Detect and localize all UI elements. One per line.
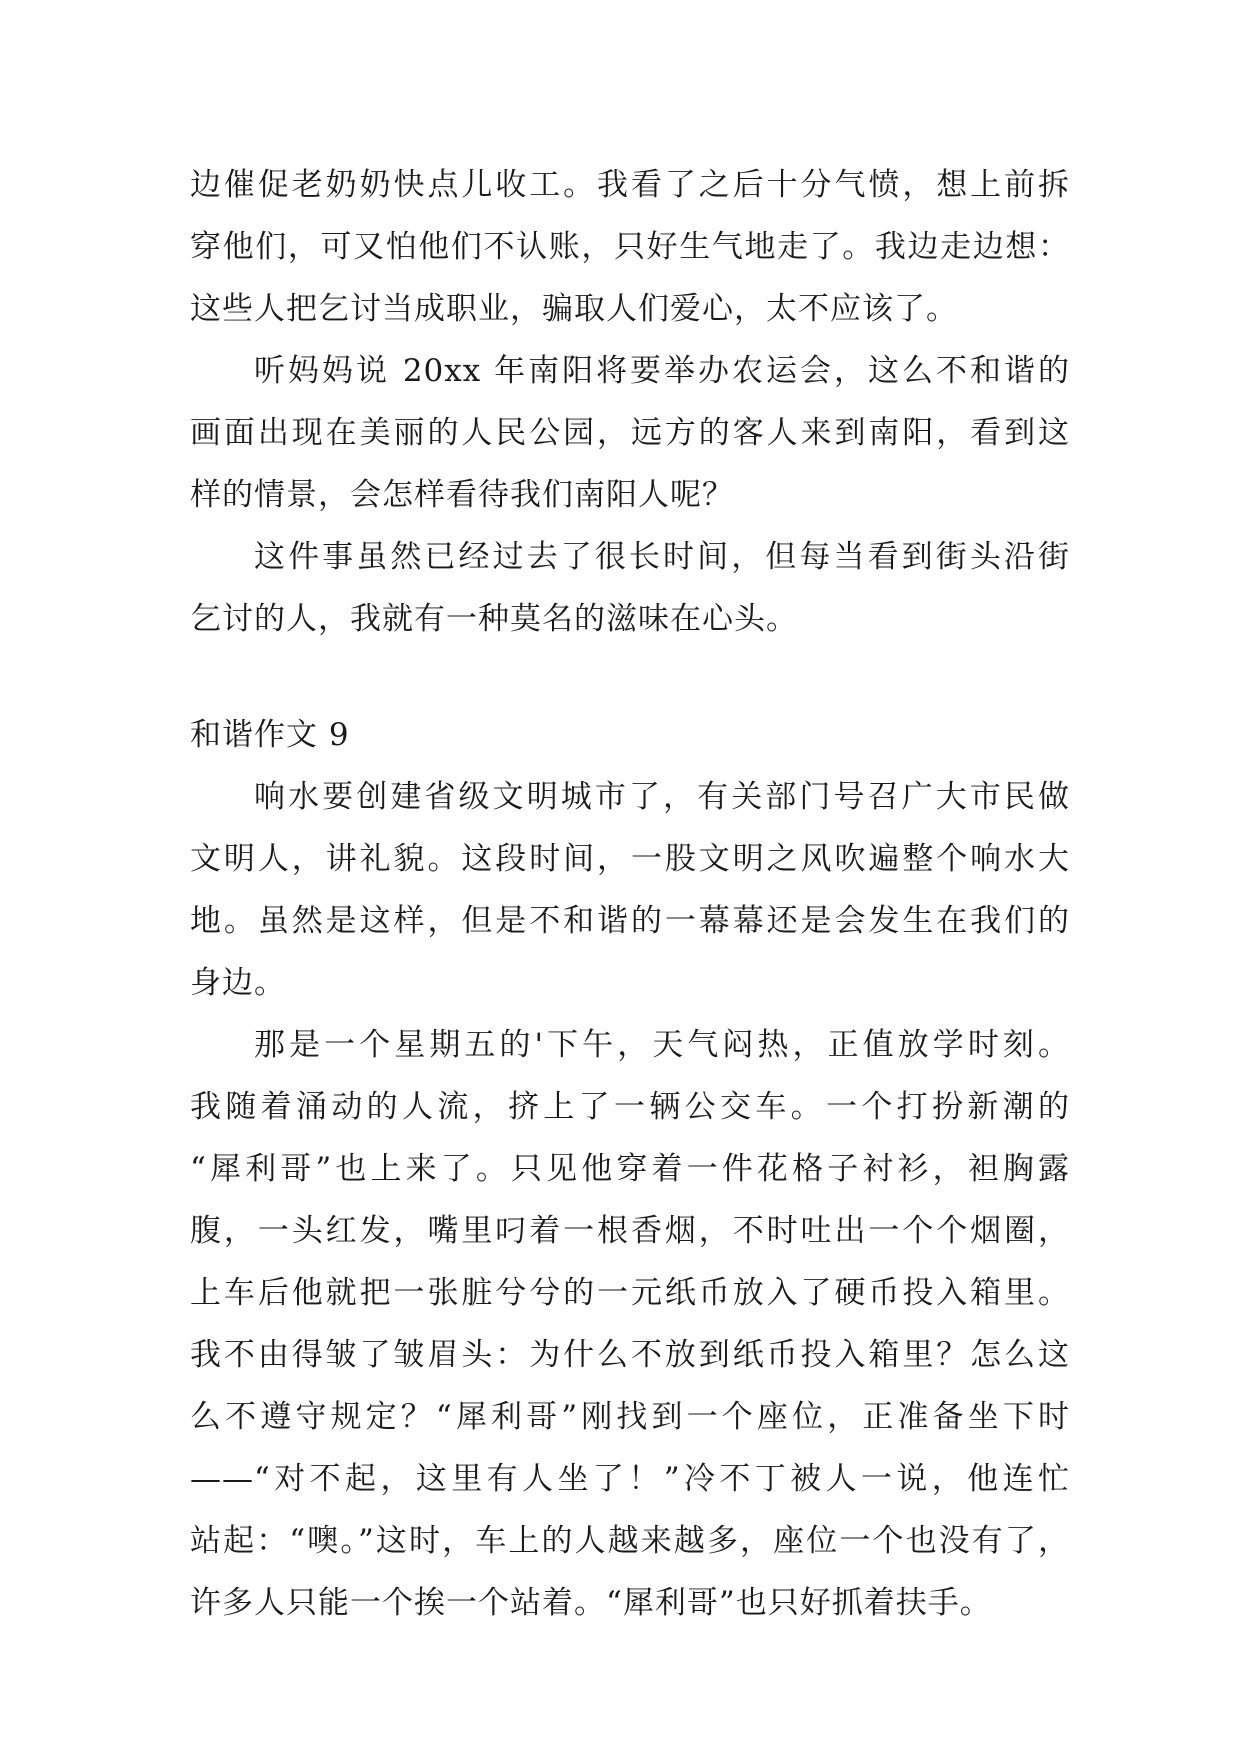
paragraph-line: “犀利哥”也上来了。只见他穿着一件花格子衬衫，袒胸露 (190, 1151, 1070, 1187)
paragraph-line: 上车后他就把一张脏兮兮的一元纸币放入了硬币投入箱里。 (190, 1275, 1070, 1311)
paragraph-line: 听妈妈说 20xx 年南阳将要举办农运会，这么不和谐的 (254, 353, 1070, 389)
paragraph-line: 么不遵守规定？“犀利哥”刚找到一个座位，正准备坐下时 (190, 1399, 1070, 1435)
paragraph-line: 地。虽然是这样，但是不和谐的一幕幕还是会发生在我们的 (190, 903, 1070, 939)
paragraph-line: 穿他们，可又怕他们不认账，只好生气地走了。我边走边想： (190, 229, 1070, 265)
paragraph-line: 这些人把乞讨当成职业，骗取人们爱心，太不应该了。 (190, 291, 958, 327)
paragraph-line: 这件事虽然已经过去了很长时间，但每当看到街头沿街 (254, 539, 1070, 575)
paragraph-line: 文明人，讲礼貌。这段时间，一股文明之风吹遍整个响水大 (190, 841, 1070, 877)
paragraph-line: 边催促老奶奶快点儿收工。我看了之后十分气愤，想上前拆 (190, 167, 1070, 203)
paragraph-line: 我不由得皱了皱眉头：为什么不放到纸币投入箱里？怎么这 (190, 1337, 1070, 1373)
paragraph-line: ——“对不起，这里有人坐了！”冷不丁被人一说，他连忙 (190, 1461, 1070, 1497)
paragraph-line: 我随着涌动的人流，挤上了一辆公交车。一个打扮新潮的 (190, 1089, 1070, 1125)
paragraph-line: 那是一个星期五的'下午，天气闷热，正值放学时刻。 (254, 1027, 1070, 1063)
paragraph-line: 腹，一头红发，嘴里叼着一根香烟，不时吐出一个个烟圈， (190, 1213, 1070, 1249)
paragraph-line: 许多人只能一个挨一个站着。“犀利哥”也只好抓着扶手。 (190, 1585, 992, 1621)
paragraph-line: 响水要创建省级文明城市了，有关部门号召广大市民做 (254, 779, 1070, 815)
paragraph-line: 乞讨的人，我就有一种莫名的滋味在心头。 (190, 601, 798, 637)
paragraph-line: 样的情景，会怎样看待我们南阳人呢？ (190, 477, 734, 513)
paragraph-line: 站起：“噢。”这时，车上的人越来越多，座位一个也没有了， (190, 1523, 1070, 1559)
paragraph-line: 画面出现在美丽的人民公园，远方的客人来到南阳，看到这 (190, 415, 1070, 451)
essay-heading: 和谐作文 9 (190, 717, 350, 753)
paragraph-line: 身边。 (190, 965, 286, 1001)
